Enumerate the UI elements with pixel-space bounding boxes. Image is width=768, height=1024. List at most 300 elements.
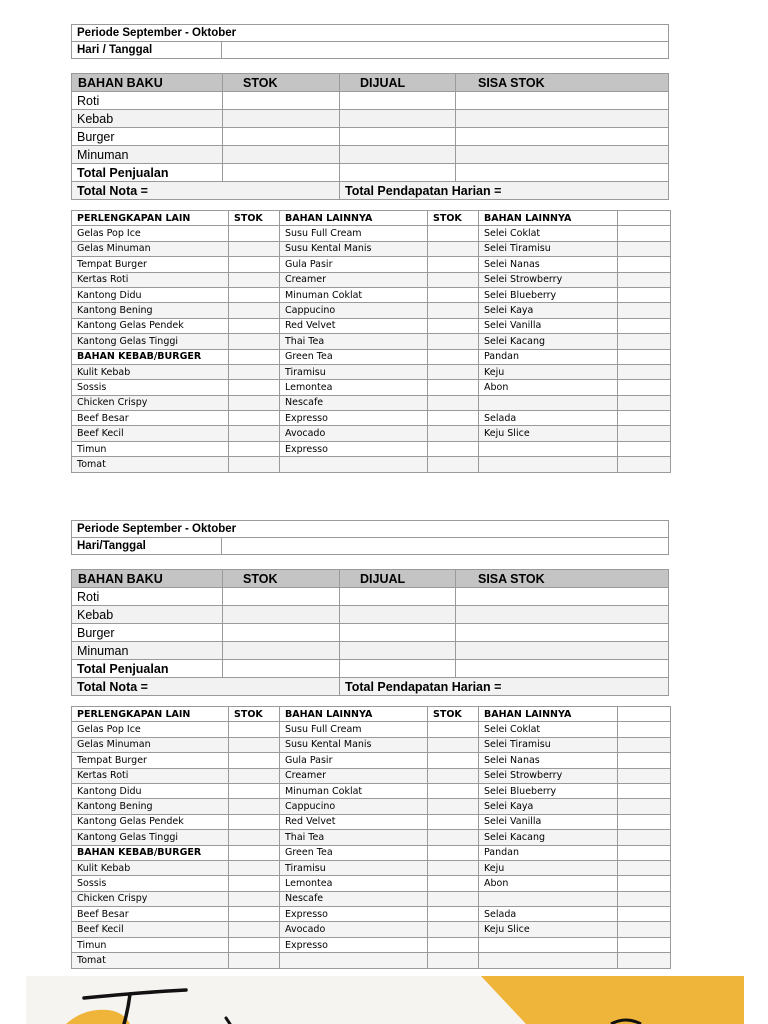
stok-input[interactable] — [618, 457, 671, 472]
stok-input[interactable] — [428, 364, 479, 379]
item-bahan-lainnya: Tiramisu — [280, 364, 428, 379]
stok-input[interactable] — [618, 334, 671, 349]
stok-input[interactable] — [229, 722, 280, 737]
item-bahan-lainnya-2: Selei Vanilla — [479, 318, 618, 333]
total-pendapatan-label: Total Pendapatan Harian = — [340, 678, 669, 696]
table-row — [72, 799, 671, 814]
cell-input[interactable] — [340, 642, 456, 660]
item-bahan-lainnya — [280, 953, 428, 968]
supplies-body-1 — [72, 211, 671, 473]
total-penjualan-label: Total Penjualan — [72, 660, 223, 678]
stok-input[interactable] — [428, 334, 479, 349]
cell-input[interactable] — [223, 660, 340, 678]
table-row — [72, 891, 671, 906]
cell-input[interactable] — [456, 606, 669, 624]
table-row — [72, 860, 671, 875]
item-perlengkapan: Kantong Bening — [72, 303, 229, 318]
item-bahan-lainnya-2: Selei Blueberry — [479, 783, 618, 798]
stok-input[interactable] — [428, 753, 479, 768]
item-bahan-lainnya-2 — [479, 953, 618, 968]
stok-input[interactable] — [618, 226, 671, 241]
stok-input[interactable] — [428, 799, 479, 814]
stok-input[interactable] — [428, 937, 479, 952]
supplies-col-header: PERLENGKAPAN LAIN — [72, 707, 229, 722]
item-perlengkapan: Beef Kecil — [72, 426, 229, 441]
stok-input[interactable] — [618, 722, 671, 737]
total-nota-label: Total Nota = — [72, 678, 340, 696]
stok-input[interactable] — [428, 891, 479, 906]
col-header-dijual: DIJUAL — [340, 570, 456, 588]
stok-input[interactable] — [229, 257, 280, 272]
col-header-sisa-stok: SISA STOK — [456, 570, 669, 588]
table-row — [72, 303, 671, 318]
stok-input[interactable] — [428, 272, 479, 287]
stok-input[interactable] — [618, 907, 671, 922]
item-perlengkapan: Sossis — [72, 876, 229, 891]
cell-input[interactable] — [340, 128, 456, 146]
hari-tanggal-label: Hari/Tanggal — [72, 538, 222, 555]
supplies-col-header: STOK — [428, 707, 479, 722]
item-perlengkapan: Kantong Gelas Pendek — [72, 318, 229, 333]
table-row — [72, 226, 671, 241]
stok-input[interactable] — [428, 441, 479, 456]
stok-input[interactable] — [229, 287, 280, 302]
table-row — [72, 380, 671, 395]
stok-input[interactable] — [618, 876, 671, 891]
row-label: Burger — [72, 624, 223, 642]
item-bahan-lainnya: Lemontea — [280, 380, 428, 395]
row-label: Kebab — [72, 110, 223, 128]
item-perlengkapan: Kertas Roti — [72, 768, 229, 783]
stok-input[interactable] — [428, 349, 479, 364]
row-label: Burger — [72, 128, 223, 146]
stok-input[interactable] — [428, 226, 479, 241]
stok-input[interactable] — [618, 845, 671, 860]
stok-input[interactable] — [428, 257, 479, 272]
stok-input[interactable] — [229, 891, 280, 906]
periode-label: Periode September - Oktober — [72, 521, 669, 538]
total-pendapatan-label: Total Pendapatan Harian = — [340, 182, 669, 200]
stok-input[interactable] — [618, 380, 671, 395]
stok-input[interactable] — [229, 411, 280, 426]
table-row — [72, 349, 671, 364]
stok-input[interactable] — [618, 768, 671, 783]
cell-input[interactable] — [223, 128, 340, 146]
stok-input[interactable] — [229, 845, 280, 860]
stok-input[interactable] — [229, 364, 280, 379]
stok-input[interactable] — [428, 845, 479, 860]
stok-input[interactable] — [618, 753, 671, 768]
ink-stroke-small — [226, 1018, 230, 1024]
item-perlengkapan: BAHAN KEBAB/BURGER — [72, 349, 229, 364]
stok-input[interactable] — [229, 457, 280, 472]
item-bahan-lainnya-2: Selei Kacang — [479, 830, 618, 845]
item-bahan-lainnya-2: Selei Strowberry — [479, 272, 618, 287]
supplies-col-header: BAHAN LAINNYA — [280, 211, 428, 226]
item-bahan-lainnya: Avocado — [280, 922, 428, 937]
item-bahan-lainnya: Expresso — [280, 411, 428, 426]
stok-input[interactable] — [618, 349, 671, 364]
stok-input[interactable] — [229, 272, 280, 287]
stok-input[interactable] — [618, 364, 671, 379]
stok-input[interactable] — [618, 860, 671, 875]
supplies-header-row — [72, 707, 671, 722]
cell-input[interactable] — [340, 606, 456, 624]
stok-input[interactable] — [229, 753, 280, 768]
cell-input[interactable] — [456, 642, 669, 660]
item-bahan-lainnya: Expresso — [280, 907, 428, 922]
stok-input[interactable] — [428, 737, 479, 752]
cell-input[interactable] — [223, 164, 340, 182]
banner-artwork — [26, 976, 744, 1024]
item-bahan-lainnya: Susu Kental Manis — [280, 241, 428, 256]
table-row — [72, 395, 671, 410]
stok-input[interactable] — [618, 318, 671, 333]
stok-input[interactable] — [618, 937, 671, 952]
cell-input[interactable] — [456, 164, 669, 182]
col-header-sisa-stok: SISA STOK — [456, 74, 669, 92]
item-perlengkapan: Sossis — [72, 380, 229, 395]
table-row — [72, 441, 671, 456]
stok-input[interactable] — [229, 226, 280, 241]
stok-input[interactable] — [229, 241, 280, 256]
ink-stroke-top — [84, 990, 186, 998]
stok-input[interactable] — [428, 426, 479, 441]
stok-input[interactable] — [229, 922, 280, 937]
stok-input[interactable] — [428, 457, 479, 472]
stok-input[interactable] — [618, 891, 671, 906]
item-perlengkapan: Kantong Gelas Pendek — [72, 814, 229, 829]
total-penjualan-label: Total Penjualan — [72, 164, 223, 182]
item-bahan-lainnya: Tiramisu — [280, 860, 428, 875]
item-perlengkapan: Chicken Crispy — [72, 395, 229, 410]
supplies-col-header: BAHAN LAINNYA — [280, 707, 428, 722]
decorative-banner — [26, 976, 744, 1024]
stok-input[interactable] — [618, 272, 671, 287]
stok-input[interactable] — [229, 907, 280, 922]
table-row — [72, 722, 671, 737]
item-bahan-lainnya-2: Selei Kaya — [479, 799, 618, 814]
table-row — [72, 334, 671, 349]
stok-input[interactable] — [229, 318, 280, 333]
stok-input[interactable] — [618, 395, 671, 410]
supplies-body-2 — [72, 707, 671, 969]
stok-input[interactable] — [618, 799, 671, 814]
item-perlengkapan: Kantong Gelas Tinggi — [72, 830, 229, 845]
item-bahan-lainnya-2: Keju — [479, 860, 618, 875]
stok-input[interactable] — [229, 876, 280, 891]
item-bahan-lainnya: Cappucino — [280, 303, 428, 318]
table-row — [72, 272, 671, 287]
col-header-dijual: DIJUAL — [340, 74, 456, 92]
item-perlengkapan: Kantong Didu — [72, 783, 229, 798]
stok-input[interactable] — [618, 814, 671, 829]
table-row — [72, 753, 671, 768]
stok-input[interactable] — [229, 937, 280, 952]
item-bahan-lainnya: Minuman Coklat — [280, 783, 428, 798]
periode-table — [71, 24, 669, 59]
stok-input[interactable] — [229, 799, 280, 814]
supplies-col-header: PERLENGKAPAN LAIN — [72, 211, 229, 226]
item-perlengkapan: Kantong Bening — [72, 799, 229, 814]
item-perlengkapan: Beef Besar — [72, 411, 229, 426]
stok-input[interactable] — [618, 257, 671, 272]
total-nota-label: Total Nota = — [72, 182, 340, 200]
item-perlengkapan: Kantong Gelas Tinggi — [72, 334, 229, 349]
item-perlengkapan: Gelas Minuman — [72, 737, 229, 752]
stok-input[interactable] — [618, 922, 671, 937]
item-perlengkapan: BAHAN KEBAB/BURGER — [72, 845, 229, 860]
cell-input[interactable] — [456, 660, 669, 678]
stok-input[interactable] — [618, 737, 671, 752]
item-perlengkapan: Kulit Kebab — [72, 860, 229, 875]
item-bahan-lainnya-2 — [479, 891, 618, 906]
item-bahan-lainnya: Creamer — [280, 272, 428, 287]
table-row — [72, 922, 671, 937]
stok-input[interactable] — [229, 380, 280, 395]
supplies-table — [71, 210, 671, 473]
item-bahan-lainnya-2 — [479, 395, 618, 410]
stok-input[interactable] — [618, 953, 671, 968]
stok-input[interactable] — [428, 814, 479, 829]
item-perlengkapan: Tempat Burger — [72, 753, 229, 768]
supplies-col-header — [618, 707, 671, 722]
stok-input[interactable] — [229, 441, 280, 456]
item-bahan-lainnya: Nescafe — [280, 395, 428, 410]
stok-input[interactable] — [428, 830, 479, 845]
stok-input[interactable] — [428, 241, 479, 256]
stok-input[interactable] — [428, 876, 479, 891]
row-label: Kebab — [72, 606, 223, 624]
item-bahan-lainnya-2 — [479, 441, 618, 456]
item-bahan-lainnya: Red Velvet — [280, 318, 428, 333]
item-bahan-lainnya: Thai Tea — [280, 830, 428, 845]
item-perlengkapan: Chicken Crispy — [72, 891, 229, 906]
periode-table — [71, 520, 669, 555]
item-perlengkapan: Beef Besar — [72, 907, 229, 922]
item-bahan-lainnya-2: Selei Kaya — [479, 303, 618, 318]
item-bahan-lainnya-2: Abon — [479, 380, 618, 395]
stok-input[interactable] — [428, 953, 479, 968]
table-row — [72, 876, 671, 891]
item-perlengkapan: Gelas Pop Ice — [72, 722, 229, 737]
cell-input[interactable] — [340, 588, 456, 606]
stok-input[interactable] — [428, 318, 479, 333]
supplies-header-row — [72, 211, 671, 226]
stok-input[interactable] — [428, 783, 479, 798]
table-row — [72, 287, 671, 302]
hari-tanggal-field[interactable] — [222, 538, 669, 555]
col-header-bahan-baku: BAHAN BAKU — [72, 74, 223, 92]
row-label: Roti — [72, 92, 223, 110]
periode-label: Periode September - Oktober — [72, 25, 669, 42]
stok-input[interactable] — [428, 411, 479, 426]
supplies-col-header — [618, 211, 671, 226]
supplies-col-header: STOK — [229, 707, 280, 722]
supplies-col-header: BAHAN LAINNYA — [479, 211, 618, 226]
stok-input[interactable] — [229, 395, 280, 410]
cell-input[interactable] — [340, 660, 456, 678]
stok-input[interactable] — [428, 907, 479, 922]
item-bahan-lainnya-2: Selada — [479, 411, 618, 426]
table-row — [72, 830, 671, 845]
table-row — [72, 768, 671, 783]
stok-input[interactable] — [428, 722, 479, 737]
stok-input[interactable] — [428, 395, 479, 410]
item-bahan-lainnya-2: Keju Slice — [479, 922, 618, 937]
item-bahan-lainnya-2 — [479, 937, 618, 952]
bahan-baku-table — [71, 569, 669, 696]
cell-input[interactable] — [223, 624, 340, 642]
item-perlengkapan: Kulit Kebab — [72, 364, 229, 379]
item-bahan-lainnya-2: Pandan — [479, 845, 618, 860]
item-bahan-lainnya-2: Selei Kacang — [479, 334, 618, 349]
cell-input[interactable] — [456, 92, 669, 110]
stok-input[interactable] — [428, 303, 479, 318]
item-bahan-lainnya: Thai Tea — [280, 334, 428, 349]
cell-input[interactable] — [340, 92, 456, 110]
stok-input[interactable] — [618, 411, 671, 426]
item-bahan-lainnya: Expresso — [280, 441, 428, 456]
item-bahan-lainnya: Red Velvet — [280, 814, 428, 829]
stok-input[interactable] — [428, 380, 479, 395]
cell-input[interactable] — [223, 606, 340, 624]
cell-input[interactable] — [456, 624, 669, 642]
table-row — [72, 457, 671, 472]
stok-input[interactable] — [618, 830, 671, 845]
row-label: Roti — [72, 588, 223, 606]
item-perlengkapan: Tempat Burger — [72, 257, 229, 272]
stok-input[interactable] — [229, 953, 280, 968]
item-bahan-lainnya-2: Selada — [479, 907, 618, 922]
cell-input[interactable] — [456, 110, 669, 128]
stok-input[interactable] — [618, 287, 671, 302]
item-bahan-lainnya-2: Selei Vanilla — [479, 814, 618, 829]
item-bahan-lainnya-2: Selei Coklat — [479, 722, 618, 737]
item-bahan-lainnya-2: Abon — [479, 876, 618, 891]
yellow-shape-right — [481, 976, 744, 1024]
supplies-col-header: STOK — [229, 211, 280, 226]
row-label: Minuman — [72, 146, 223, 164]
item-bahan-lainnya-2: Selei Nanas — [479, 753, 618, 768]
supplies-col-header: STOK — [428, 211, 479, 226]
item-perlengkapan: Tomat — [72, 953, 229, 968]
item-bahan-lainnya: Susu Kental Manis — [280, 737, 428, 752]
hari-tanggal-field[interactable] — [222, 42, 669, 59]
stok-input[interactable] — [428, 922, 479, 937]
stok-input[interactable] — [229, 783, 280, 798]
item-bahan-lainnya: Expresso — [280, 937, 428, 952]
item-bahan-lainnya-2: Selei Tiramisu — [479, 737, 618, 752]
ink-stroke-vertical — [124, 994, 130, 1024]
cell-input[interactable] — [223, 588, 340, 606]
cell-input[interactable] — [223, 642, 340, 660]
table-row — [72, 783, 671, 798]
stok-input[interactable] — [229, 860, 280, 875]
cell-input[interactable] — [340, 624, 456, 642]
stok-input[interactable] — [428, 768, 479, 783]
table-row — [72, 318, 671, 333]
item-bahan-lainnya — [280, 457, 428, 472]
table-row — [72, 257, 671, 272]
stok-input[interactable] — [618, 783, 671, 798]
item-bahan-lainnya-2 — [479, 457, 618, 472]
item-bahan-lainnya-2: Pandan — [479, 349, 618, 364]
item-bahan-lainnya-2: Keju — [479, 364, 618, 379]
stok-input[interactable] — [229, 768, 280, 783]
stok-input[interactable] — [229, 303, 280, 318]
stok-input[interactable] — [618, 426, 671, 441]
item-bahan-lainnya-2: Selei Nanas — [479, 257, 618, 272]
stok-input[interactable] — [428, 287, 479, 302]
item-bahan-lainnya: Avocado — [280, 426, 428, 441]
item-bahan-lainnya: Green Tea — [280, 349, 428, 364]
item-bahan-lainnya: Gula Pasir — [280, 753, 428, 768]
bahan-baku-table — [71, 73, 669, 200]
item-bahan-lainnya-2: Selei Coklat — [479, 226, 618, 241]
item-bahan-lainnya: Green Tea — [280, 845, 428, 860]
cell-input[interactable] — [340, 164, 456, 182]
table-row — [72, 814, 671, 829]
item-bahan-lainnya: Susu Full Cream — [280, 722, 428, 737]
item-bahan-lainnya: Creamer — [280, 768, 428, 783]
inventory-form-1 — [71, 24, 670, 473]
table-row — [72, 953, 671, 968]
item-perlengkapan: Gelas Pop Ice — [72, 226, 229, 241]
stok-input[interactable] — [229, 349, 280, 364]
col-header-stok: STOK — [223, 570, 340, 588]
stok-input[interactable] — [229, 334, 280, 349]
item-perlengkapan: Kertas Roti — [72, 272, 229, 287]
stok-input[interactable] — [229, 737, 280, 752]
stok-input[interactable] — [428, 860, 479, 875]
cell-input[interactable] — [456, 128, 669, 146]
cell-input[interactable] — [456, 146, 669, 164]
item-bahan-lainnya: Minuman Coklat — [280, 287, 428, 302]
cell-input[interactable] — [223, 110, 340, 128]
stok-input[interactable] — [229, 830, 280, 845]
cell-input[interactable] — [223, 146, 340, 164]
item-bahan-lainnya: Susu Full Cream — [280, 226, 428, 241]
table-row — [72, 737, 671, 752]
stok-input[interactable] — [618, 441, 671, 456]
table-row — [72, 937, 671, 952]
table-row — [72, 426, 671, 441]
table-row — [72, 845, 671, 860]
stok-input[interactable] — [229, 814, 280, 829]
item-bahan-lainnya: Lemontea — [280, 876, 428, 891]
item-bahan-lainnya-2: Selei Tiramisu — [479, 241, 618, 256]
stok-input[interactable] — [229, 426, 280, 441]
item-bahan-lainnya: Gula Pasir — [280, 257, 428, 272]
cell-input[interactable] — [340, 110, 456, 128]
col-header-bahan-baku: BAHAN BAKU — [72, 570, 223, 588]
cell-input[interactable] — [456, 588, 669, 606]
item-perlengkapan: Beef Kecil — [72, 922, 229, 937]
stok-input[interactable] — [618, 241, 671, 256]
item-perlengkapan: Timun — [72, 937, 229, 952]
supplies-table — [71, 706, 671, 969]
stok-input[interactable] — [618, 303, 671, 318]
item-perlengkapan: Timun — [72, 441, 229, 456]
supplies-col-header: BAHAN LAINNYA — [479, 707, 618, 722]
cell-input[interactable] — [340, 146, 456, 164]
yellow-shape-left — [66, 1010, 130, 1024]
item-bahan-lainnya-2: Keju Slice — [479, 426, 618, 441]
table-row — [72, 241, 671, 256]
cell-input[interactable] — [223, 92, 340, 110]
item-perlengkapan: Gelas Minuman — [72, 241, 229, 256]
